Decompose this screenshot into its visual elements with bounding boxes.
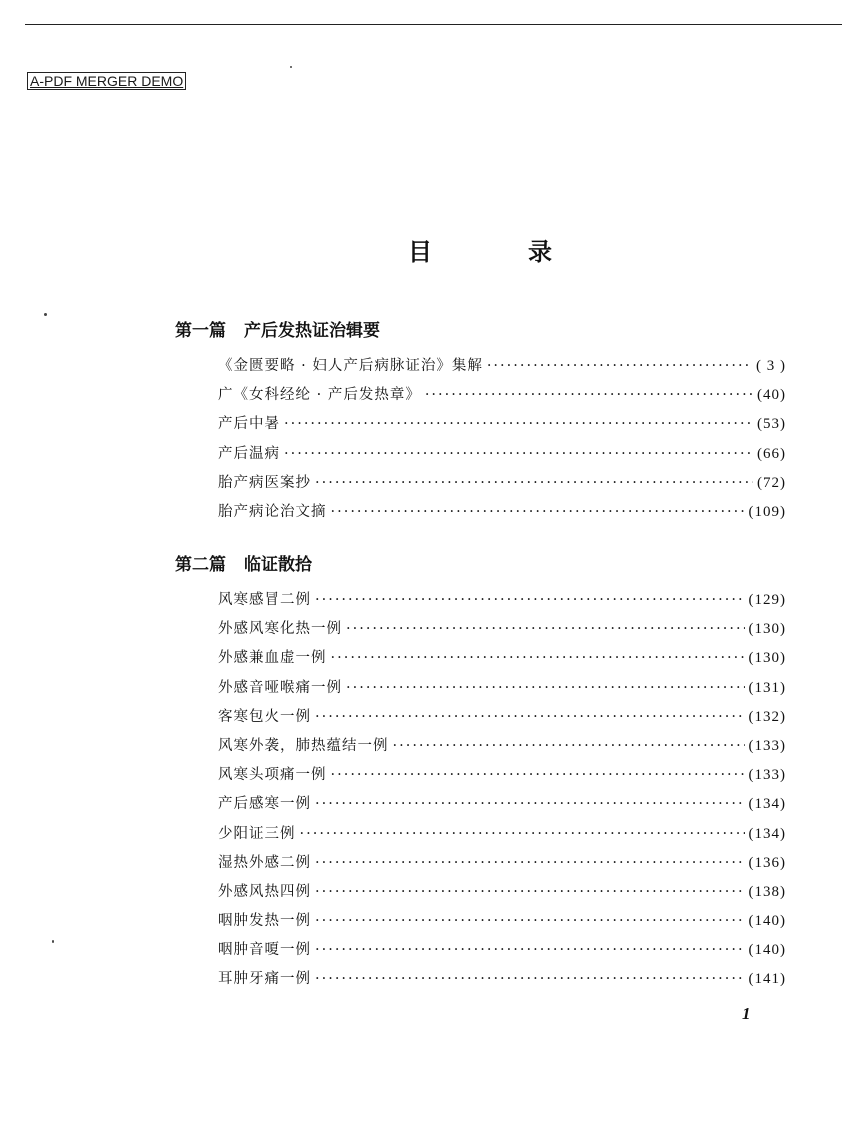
toc-entry[interactable] — [218, 792, 786, 821]
dot-leader — [331, 650, 745, 666]
toc-entry-page: (136) — [748, 854, 786, 871]
toc-entry-page: (141) — [748, 971, 786, 988]
toc-entry[interactable] — [218, 734, 786, 763]
toc-entry-title: 产后感寒一例 — [218, 796, 311, 813]
toc-entry-page: (134) — [748, 825, 786, 842]
toc-entry-title: 《金匮要略 · 妇人产后病脉证治》集解 — [218, 358, 483, 374]
dot-leader — [487, 358, 752, 374]
watermark-label: A-PDF MERGER DEMO — [27, 72, 186, 90]
toc-entry-page: (130) — [748, 650, 786, 667]
toc-entry-page: ( 3 ) — [756, 358, 786, 374]
toc-entry[interactable] — [218, 880, 786, 909]
toc-entry[interactable] — [218, 851, 786, 880]
dot-leader — [315, 942, 745, 958]
toc-entry[interactable] — [218, 471, 786, 500]
dot-leader — [393, 738, 745, 754]
dot-leader — [284, 416, 753, 432]
toc-entry-page: (140) — [748, 913, 786, 930]
toc-entry[interactable] — [218, 646, 786, 675]
toc-entry[interactable] — [218, 383, 786, 412]
toc-entry-title: 客寒包火一例 — [218, 708, 311, 725]
toc-list-section-2 — [218, 588, 786, 997]
toc-entry-title: 外感兼血虚一例 — [218, 650, 327, 667]
section-number: 第二篇 — [175, 555, 226, 575]
section-name: 产后发热证治辑要 — [244, 321, 380, 341]
toc-entry-title: 风寒感冒二例 — [218, 592, 311, 608]
dot-leader — [315, 475, 753, 491]
dot-leader — [331, 767, 745, 783]
toc-entry-title: 咽肿音嗄一例 — [218, 942, 311, 959]
scan-speck — [290, 66, 292, 68]
toc-entry-title: 外感音哑喉痛一例 — [218, 679, 342, 696]
page-title — [400, 232, 560, 267]
title-char-1: 目 — [408, 238, 432, 266]
top-rule — [25, 24, 842, 25]
toc-entry-title: 湿热外感二例 — [218, 854, 311, 871]
toc-entry-page: (40) — [757, 387, 786, 404]
toc-entry-page: (131) — [748, 679, 786, 696]
toc-entry-page: (53) — [757, 416, 786, 433]
toc-entry-title: 风寒外袭，肺热蕴结一例 — [218, 737, 389, 754]
section-heading-1 — [175, 316, 380, 341]
toc-entry-title: 耳肿牙痛一例 — [218, 971, 311, 988]
toc-entry-title: 胎产病论治文摘 — [218, 503, 327, 520]
toc-entry-page: (66) — [757, 445, 786, 462]
toc-entry-page: (132) — [748, 708, 786, 725]
toc-entry-title: 产后温病 — [218, 445, 280, 462]
toc-entry-title: 外感风寒化热一例 — [218, 621, 342, 638]
toc-entry[interactable] — [218, 967, 786, 996]
toc-entry-title: 咽肿发热一例 — [218, 913, 311, 930]
section-heading-2 — [175, 550, 312, 575]
toc-entry[interactable] — [218, 938, 786, 967]
toc-entry[interactable] — [218, 909, 786, 938]
toc-entry[interactable] — [218, 705, 786, 734]
scan-speck — [44, 313, 47, 316]
toc-entry-page: (138) — [748, 883, 786, 900]
dot-leader — [315, 796, 745, 812]
toc-entry[interactable] — [218, 354, 786, 383]
toc-entry[interactable] — [218, 822, 786, 851]
dot-leader — [315, 592, 745, 608]
dot-leader — [315, 971, 745, 987]
toc-entry[interactable] — [218, 442, 786, 471]
toc-entry-title: 风寒头项痛一例 — [218, 767, 327, 784]
toc-entry[interactable] — [218, 763, 786, 792]
toc-entry-page: (129) — [748, 592, 786, 608]
toc-entry-page: (130) — [748, 621, 786, 638]
dot-leader — [315, 709, 745, 725]
toc-entry-title: 少阳证三例 — [218, 825, 296, 842]
toc-entry[interactable] — [218, 676, 786, 705]
toc-entry-page: (72) — [757, 474, 786, 491]
toc-entry[interactable] — [218, 412, 786, 441]
title-char-2: 录 — [528, 238, 552, 266]
section-name: 临证散拾 — [244, 555, 312, 575]
dot-leader — [315, 913, 745, 929]
toc-entry-page: (133) — [748, 767, 786, 784]
toc-list-section-1 — [218, 354, 786, 529]
toc-entry-title: 产后中暑 — [218, 416, 280, 433]
toc-entry[interactable] — [218, 500, 786, 529]
dot-leader — [331, 504, 745, 520]
toc-entry-title: 广《女科经纶 · 产后发热章》 — [218, 387, 421, 404]
toc-entry-title: 胎产病医案抄 — [218, 474, 311, 491]
dot-leader — [315, 884, 745, 900]
toc-entry-page: (133) — [748, 737, 786, 754]
dot-leader — [315, 855, 745, 871]
dot-leader — [425, 387, 753, 403]
dot-leader — [300, 826, 745, 842]
toc-entry-title: 外感风热四例 — [218, 883, 311, 900]
dot-leader — [284, 446, 753, 462]
scan-speck — [52, 940, 54, 943]
page-number: 1 — [742, 1004, 751, 1023]
toc-entry-page: (134) — [748, 796, 786, 813]
toc-entry[interactable] — [218, 617, 786, 646]
dot-leader — [346, 680, 745, 696]
toc-entry[interactable] — [218, 588, 786, 617]
dot-leader — [346, 621, 745, 637]
section-number: 第一篇 — [175, 321, 226, 341]
toc-entry-page: (109) — [748, 503, 786, 520]
toc-entry-page: (140) — [748, 942, 786, 959]
